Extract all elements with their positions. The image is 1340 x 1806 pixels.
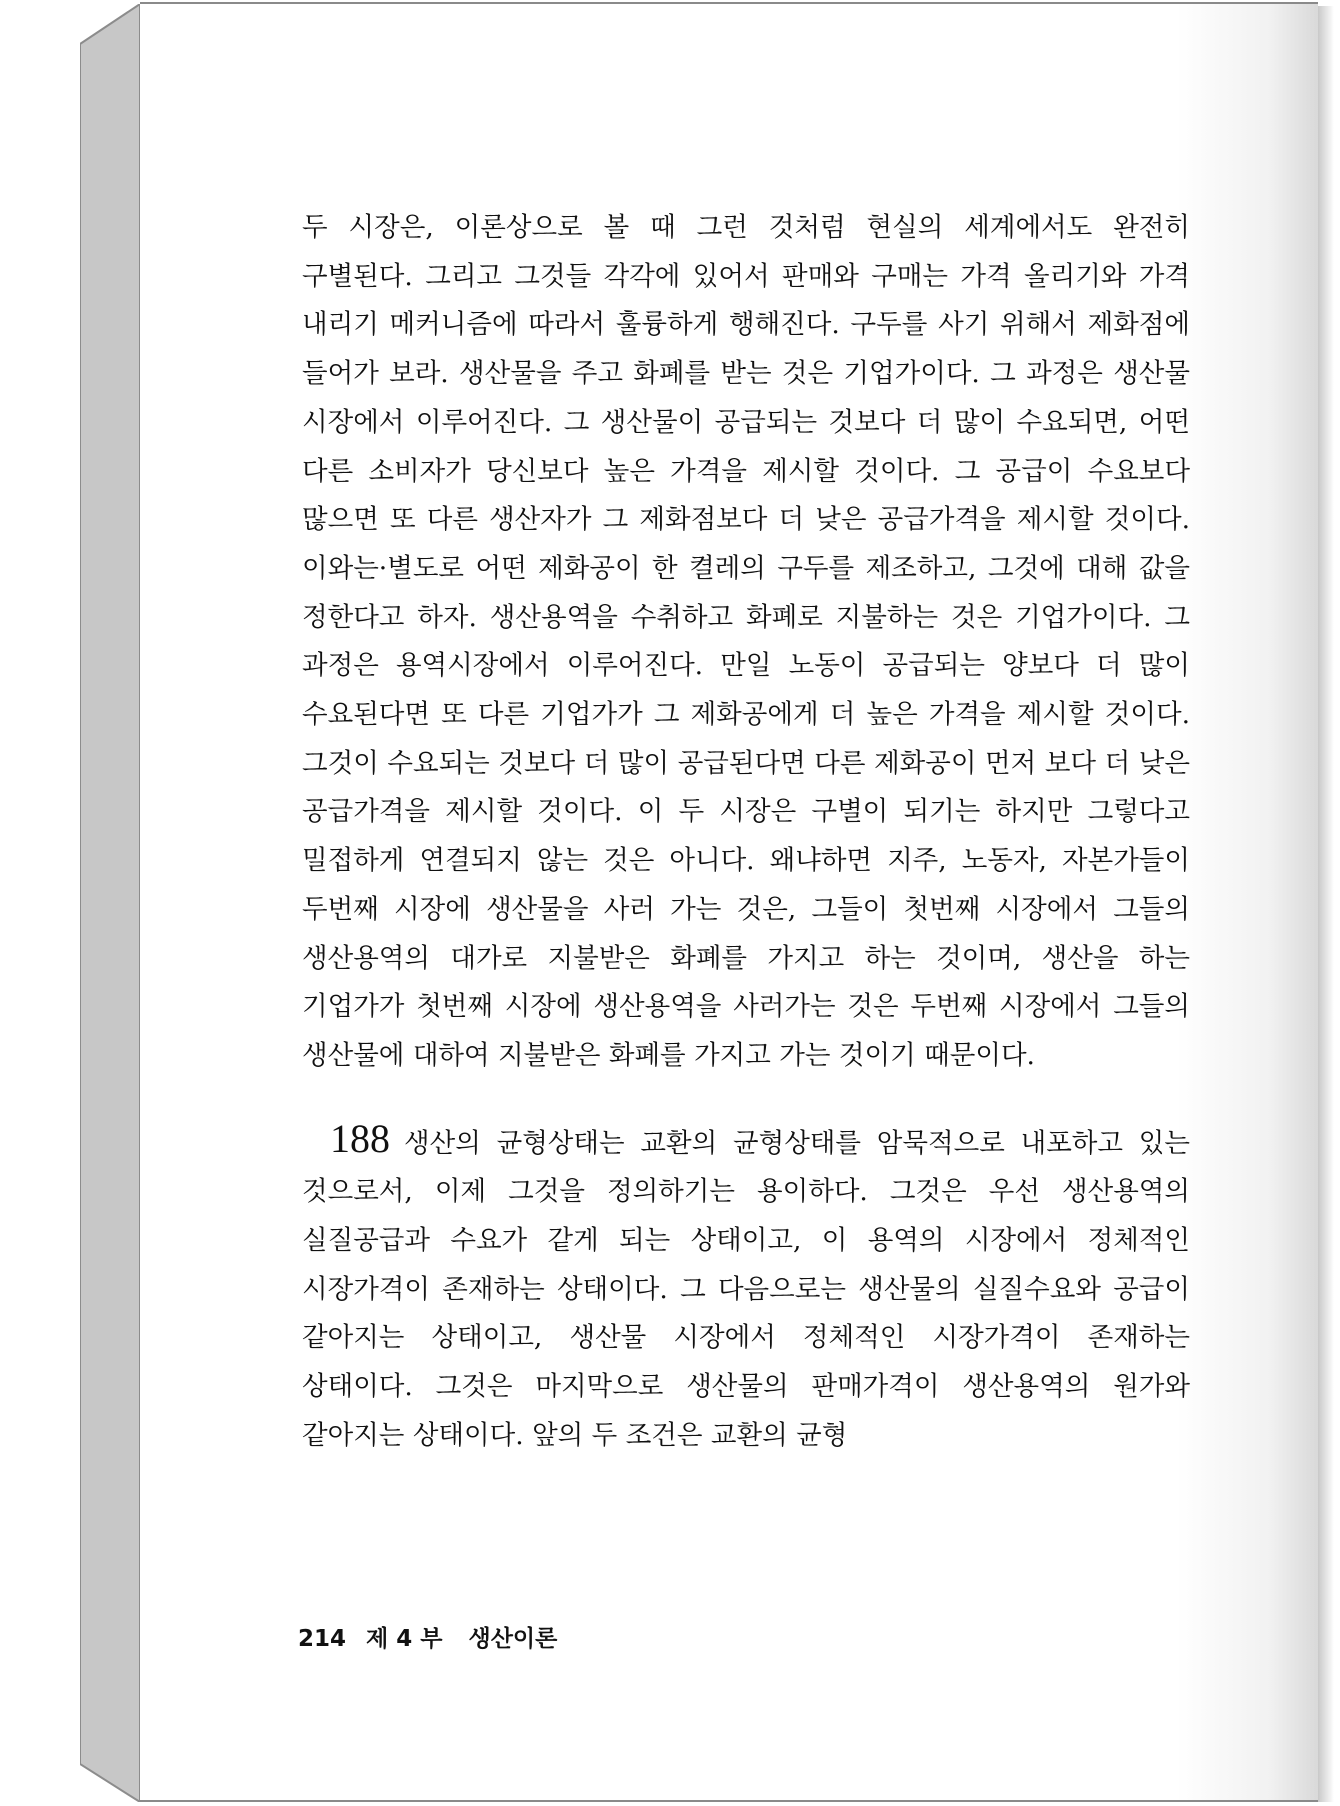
book-spine	[80, 4, 142, 1802]
paragraph-gap	[302, 1081, 1190, 1119]
page-edge-shadow	[1318, 6, 1334, 1802]
paragraph-188-text: 생산의 균형상태는 교환의 균형상태를 암묵적으로 내포하고 있는 것으로서, 이제 그것을 정의하기는 용이하다. 그것은 우선 생산용역의 실질공급과 수요가 같게 되는 상태이고, 이 용역의 시장에서 정체적인 시장가격이 존재하는 상태이다. 그 다음으로는 생산물의 실질수요와 공급이 같아지는 상태이고, 생산물 시장에서 정체적인 시장가격이 존재하는 상태이다. 그것은 마지막으로 생산물의 판매가격이 생산용역의 원가와 같아지는 상태이다. 앞의 두 조건은 교환의 균형	[302, 1127, 1190, 1451]
part-label: 제 4 부	[366, 1626, 443, 1652]
paragraph-1-text: 두 시장은, 이론상으로 볼 때 그런 것처럼 현실의 세계에서도 완전히 구별된다. 그리고 그것들 각각에 있어서 판매와 구매는 가격 올리기와 가격 내리기 메커니즘에 따라서 훌륭하게 행해진다. 구두를 사기 위해서 제화점에 들어가 보라. 생산물을 주고 화폐를 받는 것은 기업가이다. 그 과정은 생산물 시장에서 이루어진다. 그 생산물이 공급되는 것보다 더 많이 수요되면, 어떤 다른 소비자가 당신보다 높은 가격을 제시할 것이다. 그 공급이 수요보다 많으면 또 다른 생산자가 그 제화점보다 더 낮은 공급가격을 제시할 것이다. 이와는·별도로 어떤 제화공이 한 켤레의 구두를 제조하고, 그것에 대해 값을 정한다고 하자. 생산용역을 수취하고 화폐로 지불하는 것은 기업가이다. 그 과정은 용역시장에서 이루어진다. 만일 노동이 공급되는 양보다 더 많이 수요된다면 또 다른 기업가가 그 제화공에게 더 높은 가격을 제시할 것이다. 그것이 수요되는 것보다 더 많이 공급된다면 다른 제화공이 먼저 보다 더 낮은 공급가격을 제시할 것이다. 이 두 시장은 구별이 되기는 하지만 그렇다고 밀접하게 연결되지 않는 것은 아니다. 왜냐하면 지주, 노동자, 자본가들이 두번째 시장에 생산물을 사러 가는 것은, 그들이 첫번째 시장에서 그들의 생산용역의 대가로 지불받은 화폐를 가지고 하는 것이며, 생산을 하는 기업가가 첫번째 시장에 생산용역을 사러가는 것은 두번째 시장에서 그들의 생산물에 대하여 지불받은 화폐를 가지고 가는 것이기 때문이다.	[302, 212, 1190, 1071]
paragraph-188	[302, 1115, 1190, 1461]
body-text	[302, 204, 1190, 1461]
section-title: 생산이론	[468, 1626, 558, 1652]
page-footer	[298, 1620, 557, 1653]
paragraph-1	[302, 204, 1190, 1081]
paragraph-number: 188	[330, 1115, 390, 1161]
page-number: 214	[298, 1626, 347, 1652]
